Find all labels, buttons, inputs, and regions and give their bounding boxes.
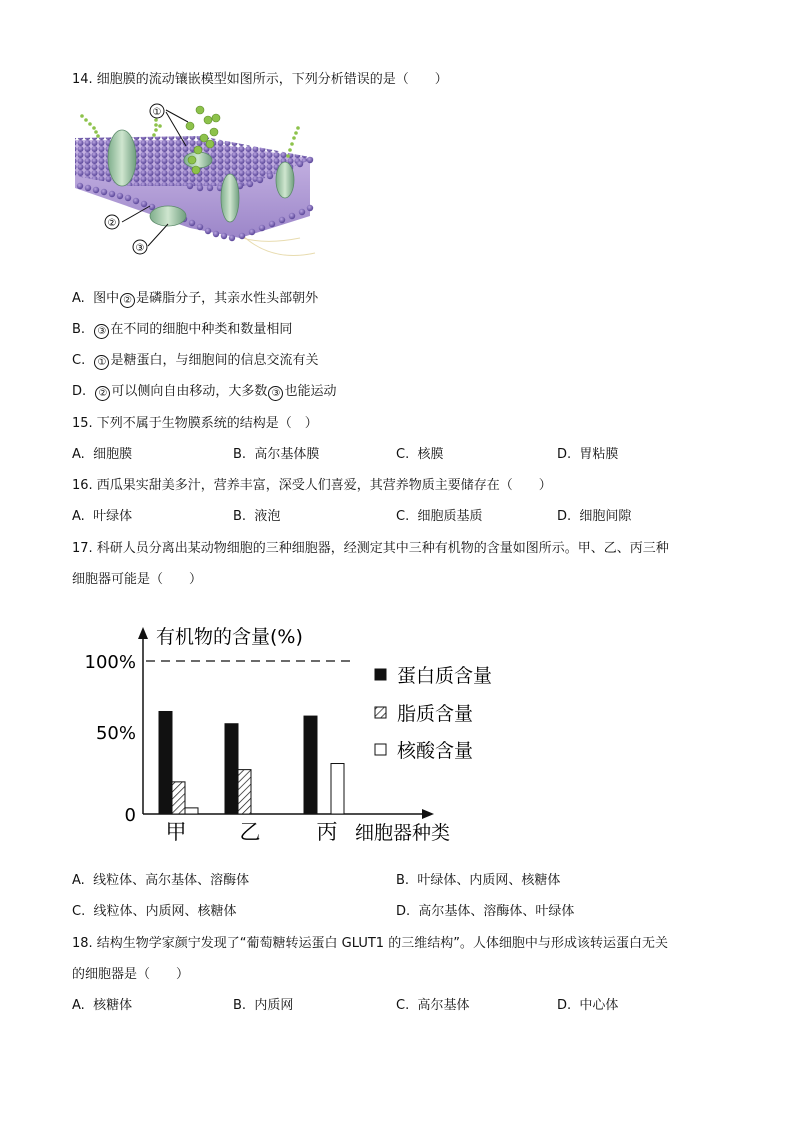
legend-swatch-lipid	[375, 707, 386, 718]
y-axis-arrow	[138, 627, 148, 639]
q15-option-d[interactable]: D. 胃粘膜	[557, 447, 619, 462]
q18-option-c[interactable]: C. 高尔基体	[396, 998, 470, 1013]
label-1: ①	[152, 107, 162, 118]
category-label-jia: 甲	[165, 820, 187, 844]
organelle-chart	[80, 615, 500, 855]
bar-nucleic-3	[331, 764, 344, 814]
chart-ylabel: 有机物的含量(%)	[156, 626, 303, 648]
q18-stem-line1: 18. 结构生物学家颜宁发现了“葡萄糖转运蛋白 GLUT1 的三维结构”。人体细胞中与形成该转运蛋白无关	[72, 936, 668, 951]
q17-option-a[interactable]: A. 线粒体、高尔基体、溶酶体	[72, 873, 250, 888]
legend-swatch-nucleic	[375, 744, 386, 755]
q16-stem: 16. 西瓜果实甜美多汁，营养丰富，深受人们喜爱，其营养物质主要储存在（ ）	[72, 478, 552, 493]
q14-option-a[interactable]: A. 图中 ② 是磷脂分子，其亲水性头部朝外	[72, 291, 319, 306]
category-label-bing: 丙	[316, 820, 338, 844]
legend-label-nucleic: 核酸含量	[397, 740, 474, 762]
bar-protein-3	[304, 716, 317, 814]
q17-option-c[interactable]: C. 线粒体、内质网、核糖体	[72, 904, 237, 919]
category-label-yi: 乙	[239, 820, 261, 844]
q17-stem-line1: 17. 科研人员分离出某动物细胞的三种细胞器，经测定其中三种有机物的含量如图所示。甲、乙、丙三种	[72, 541, 669, 556]
q17-stem-line2: 细胞器可能是（ ）	[72, 572, 203, 587]
x-axis-arrow	[422, 809, 434, 819]
q18-option-a[interactable]: A. 核糖体	[72, 998, 133, 1013]
q15-option-c[interactable]: C. 核膜	[396, 447, 444, 462]
q17-option-d[interactable]: D. 高尔基体、溶酶体、叶绿体	[396, 904, 575, 919]
bar-protein-1	[159, 711, 172, 814]
label-2: ②	[107, 218, 117, 229]
q18-option-b[interactable]: B. 内质网	[233, 998, 294, 1013]
q18-stem-line2: 的细胞器是（ ）	[72, 967, 190, 982]
label-3: ③	[135, 243, 145, 254]
legend-label-lipid: 脂质含量	[397, 703, 474, 725]
ytick-0: 0	[124, 805, 136, 826]
legend-label-protein: 蛋白质含量	[397, 665, 493, 687]
ytick-100: 100%	[84, 652, 136, 673]
q16-option-d[interactable]: D. 细胞间隙	[557, 509, 632, 524]
q14-option-d[interactable]: D. ② 可以侧向自由移动，大多数 ③ 也能运动	[72, 384, 337, 399]
q15-option-a[interactable]: A. 细胞膜	[72, 447, 133, 462]
q16-option-a[interactable]: A. 叶绿体	[72, 509, 133, 524]
q15-stem: 15. 下列不属于生物膜系统的结构是（ ）	[72, 416, 318, 431]
q18-option-d[interactable]: D. 中心体	[557, 998, 619, 1013]
chart-xlabel: 细胞器种类	[355, 822, 451, 844]
q16-option-c[interactable]: C. 细胞质基质	[396, 509, 483, 524]
q14-option-b[interactable]: B. ③ 在不同的细胞中种类和数量相同	[72, 322, 293, 337]
bar-lipid-1	[172, 782, 185, 814]
q14-option-c[interactable]: C. ① 是糖蛋白，与细胞间的信息交流有关	[72, 353, 319, 368]
bar-nucleic-1	[185, 808, 198, 814]
q15-option-b[interactable]: B. 高尔基体膜	[233, 447, 320, 462]
bar-lipid-2	[238, 770, 251, 814]
ytick-50: 50%	[95, 723, 136, 744]
q17-option-b[interactable]: B. 叶绿体、内质网、核糖体	[396, 873, 561, 888]
membrane-figure	[70, 98, 330, 268]
legend-swatch-protein	[375, 669, 386, 680]
bar-protein-2	[225, 724, 238, 814]
q14-stem: 14. 细胞膜的流动镶嵌模型如图所示，下列分析错误的是（ ）	[72, 72, 448, 87]
q16-option-b[interactable]: B. 液泡	[233, 509, 281, 524]
